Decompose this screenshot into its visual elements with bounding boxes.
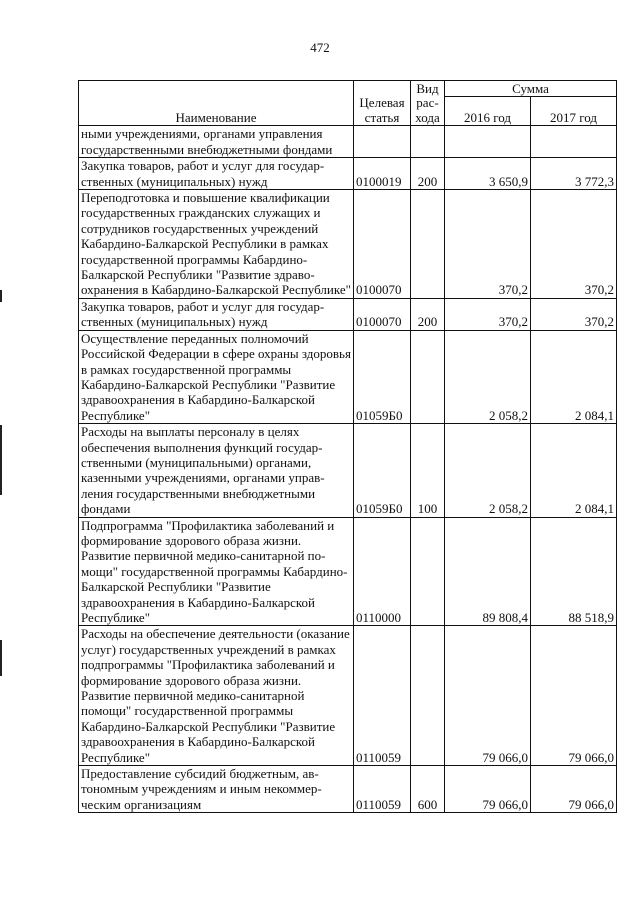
header-sum: Сумма: [445, 81, 617, 97]
row-code: 0100019: [354, 158, 411, 190]
row-sum-2017: 370,2: [531, 190, 617, 299]
row-type: 200: [411, 298, 445, 330]
table-row: [79, 158, 617, 190]
page-number: 472: [310, 40, 330, 55]
row-sum-2016: 370,2: [445, 298, 531, 330]
row-name: Расходы на выплаты персоналу в целях обеспечения выполнения функций государственными (муниципальными) органами, казенными учреждениями, органами управления государственными внебюджетными фондами: [79, 424, 354, 517]
row-code: 0100070: [354, 190, 411, 299]
row-name: ными учреждениями, органами управления государственными внебюджетными фондами: [79, 126, 354, 158]
table-body: [79, 126, 617, 813]
row-sum-2016: 89 808,4: [445, 517, 531, 626]
row-sum-2016: 79 066,0: [445, 766, 531, 813]
row-sum-2017: 88 518,9: [531, 517, 617, 626]
row-type: [411, 190, 445, 299]
row-sum-2017: 79 066,0: [531, 766, 617, 813]
row-sum-2016: 3 650,9: [445, 158, 531, 190]
row-name: Закупка товаров, работ и услуг для государственных (муниципальных) нужд: [79, 298, 354, 330]
table-header: [79, 81, 617, 126]
header-name: Наименование: [79, 81, 354, 126]
row-sum-2016: 370,2: [445, 190, 531, 299]
row-sum-2016: 2 058,2: [445, 330, 531, 423]
row-name: Закупка товаров, работ и услуг для государственных (муниципальных) нужд: [79, 158, 354, 190]
table-row: [79, 424, 617, 517]
table-row: [79, 517, 617, 626]
table-row: [79, 190, 617, 299]
table-row: [79, 766, 617, 813]
row-name: Предоставление субсидий бюджетным, автономным учреждениям и иным некоммерческим организациям: [79, 766, 354, 813]
table-row: [79, 126, 617, 158]
row-type: 200: [411, 158, 445, 190]
row-type: [411, 126, 445, 158]
row-code: [354, 126, 411, 158]
row-sum-2017: 3 772,3: [531, 158, 617, 190]
row-name: Расходы на обеспечение деятельности (оказание услуг) государственных учреждений в рамках подпрограммы "Профилактика заболеваний и формирование здорового образа жизни. Развитие первичной медико-санитарной помощи" государственной программы Кабардино-Балкарской Республики "Развитие здравоохранения в Кабардино-Балкарской Республике": [79, 626, 354, 766]
header-year-2016: 2016 год: [445, 97, 531, 126]
header-code: Целевая статья: [354, 81, 411, 126]
row-code: 01059Б0: [354, 424, 411, 517]
row-code: 0110059: [354, 626, 411, 766]
row-name: Переподготовка и повышение квалификации государственных гражданских служащих и сотрудников государственных учреждений Кабардино-Балкарской Республики в рамках государственной программы Кабардино-Балкарской Республики "Развитие здравоохранения в Кабардино-Балкарской Республике": [79, 190, 354, 299]
row-name: Подпрограмма "Профилактика заболеваний и формирование здорового образа жизни. Развитие первичной медико-санитарной помощи" государственной программы Кабардино-Балкарской Республики "Развитие здравоохранения в Кабардино-Балкарской Республике": [79, 517, 354, 626]
row-code: 01059Б0: [354, 330, 411, 423]
header-type: Вид расхода: [411, 81, 445, 126]
row-sum-2016: [445, 126, 531, 158]
row-sum-2017: 79 066,0: [531, 626, 617, 766]
row-type: [411, 517, 445, 626]
row-sum-2017: 370,2: [531, 298, 617, 330]
row-type: [411, 330, 445, 423]
row-type: [411, 626, 445, 766]
table-row: [79, 298, 617, 330]
header-year-2017: 2017 год: [531, 97, 617, 126]
row-type: 100: [411, 424, 445, 517]
row-sum-2016: 2 058,2: [445, 424, 531, 517]
scan-edge-mark: [0, 290, 2, 302]
scan-edge-mark: [0, 425, 2, 495]
row-sum-2017: 2 084,1: [531, 424, 617, 517]
row-sum-2016: 79 066,0: [445, 626, 531, 766]
row-code: 0110059: [354, 766, 411, 813]
row-code: 0110000: [354, 517, 411, 626]
row-code: 0100070: [354, 298, 411, 330]
budget-table: [78, 80, 617, 813]
table-row: [79, 626, 617, 766]
row-sum-2017: 2 084,1: [531, 330, 617, 423]
row-sum-2017: [531, 126, 617, 158]
scan-edge-mark: [0, 640, 2, 676]
table-row: [79, 330, 617, 423]
row-name: Осуществление переданных полномочий Российской Федерации в сфере охраны здоровья в рамках государственной программы Кабардино-Балкарской Республики "Развитие здравоохранения в Кабардино-Балкарской Республике": [79, 330, 354, 423]
row-type: 600: [411, 766, 445, 813]
